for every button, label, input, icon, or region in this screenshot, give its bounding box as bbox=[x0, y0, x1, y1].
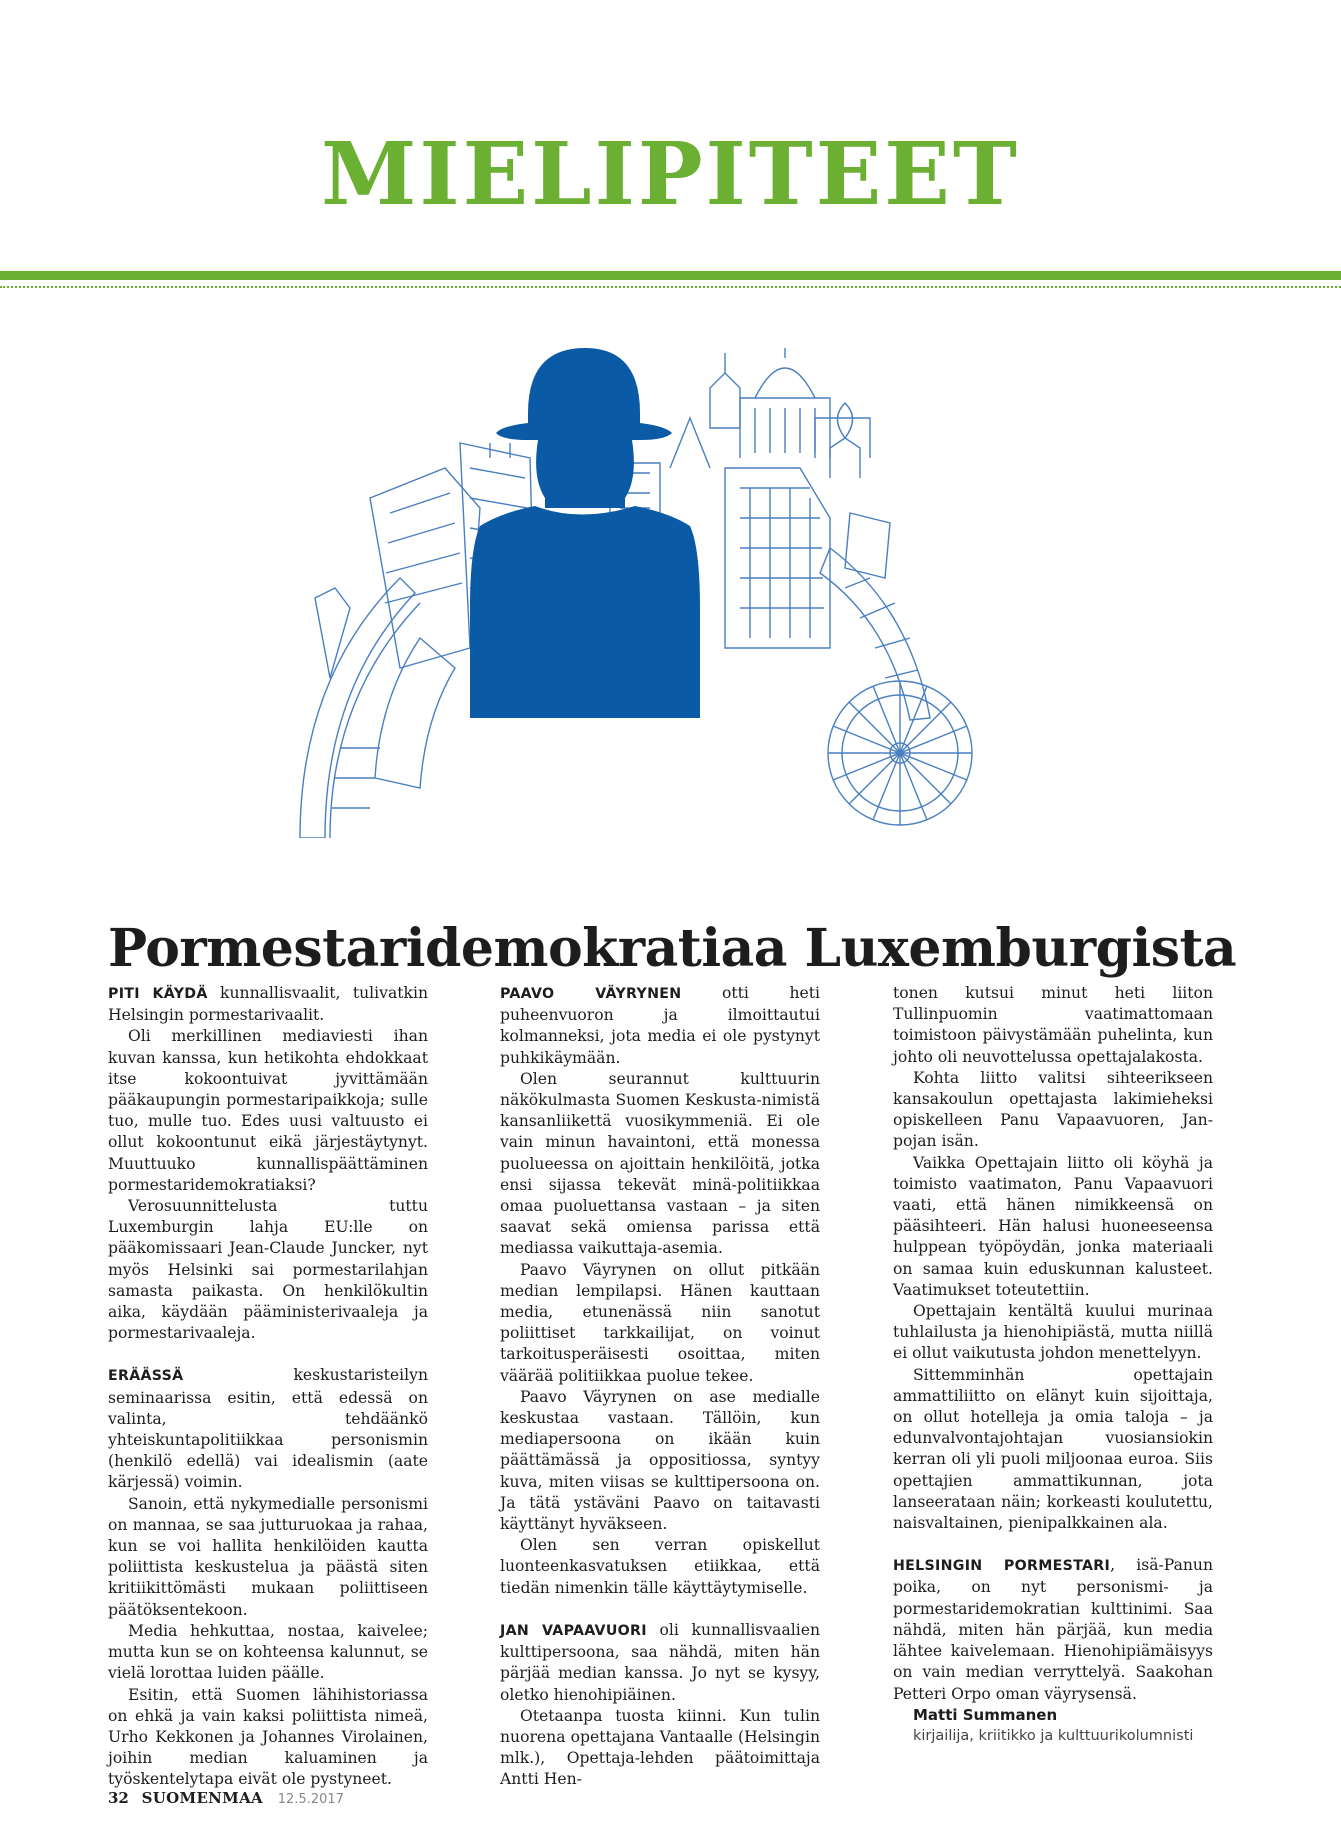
paragraph bbox=[108, 983, 428, 1026]
paragraph-text: , isä-Panun poika, on nyt personismi- ja pormestaridemokratian kulttinimi. Saa nähdä, miten hän pärjää, kun media lähtee kaivelemaan. Hienohipiämäisyys on vain median verryttelyä. Saakohan Petteri Orpo oman väyrysensä. bbox=[893, 1556, 1214, 1703]
paragraph-text: kunnallisvaalit, tulivatkin Helsingin pormestarivaalit. bbox=[108, 984, 429, 1025]
header-dotted-rule bbox=[0, 286, 1341, 288]
paragraph: Oli merkillinen mediaviesti ihan kuvan kanssa, kun hetikohta ehdokkaat itse kokoontuivat jyvittämään pääkaupungin pormestaripaikkoja; sulle tuo, mulle tuo. Edes uusi valtuusto ei ollut kokoontunut eikä järjestäytynyt. Muuttuuko kunnallispäättäminen pormestaridemokratiaksi? bbox=[108, 1027, 428, 1194]
paragraph: Kohta liitto valitsi sihteerikseen kansakoulun opettajasta lakimieheksi opiskelleen Panu Vapaavuoren, Jan-pojan isän. bbox=[893, 1068, 1213, 1151]
paragraph-text: keskustaristeilyn seminaarissa esitin, että edessä on valinta, tehdäänkö yhteiskuntapolitiikkaa personismin (henkilö edellä) vai idealismin (aate kärjessä) voimin. bbox=[108, 1366, 428, 1492]
paragraph: tonen kutsui minut heti liiton Tullinpuomin vaatimattomaan toimistoon päivystämään puhelinta, kun johto oli neuvottelussa opettajalakosta. bbox=[893, 984, 1213, 1066]
paragraph: Verosuunnittelusta tuttu Luxemburgin lahja EU:lle on pääkomissaari Jean-Claude Juncker, nyt myös Helsinki sai pormestarilahjan samasta paikasta. On henkilökultin aika, käydään pääministerivaaleja ja pormestarivaaleja. bbox=[108, 1197, 428, 1343]
paragraph: Paavo Väyrynen on ollut pitkään median lempilapsi. Hänen kauttaan media, etunenässä niin sanotut poliittiset tarkkailijat, on voinut tarkoitusperäisesti osoittaa, miten väärää politiikkaa puolue tekee. bbox=[500, 1260, 820, 1385]
paragraph-lead-in: HELSINGIN PORMESTARI bbox=[893, 1558, 1111, 1575]
page-footer bbox=[108, 1791, 344, 1806]
paragraph bbox=[500, 1620, 820, 1706]
paragraph: Vaikka Opettajain liitto oli köyhä ja toimisto vaatimaton, Panu Vapaavuori vaati, että hänen nimikkeensä on pääsihteeri. Hän halusi huoneeseensa hulppean työpöydän, jonka materiaali on samaa kuin eduskunnan kalusteet. Vaatimukset toteutettiin. bbox=[893, 1153, 1213, 1299]
issue-date: 12.5.2017 bbox=[277, 1792, 344, 1807]
paragraph: Sittemminhän opettajain ammattiliitto on elänyt kuin sijoittaja, on ollut hotelleja ja omia taloja – ja edunvalvontajohtajan vuosiansiokin kerran oli yli puoli miljoonaa euroa. Siis opettajien ammattikunnan, jota lanseerataan näin; korkeasti koulutettu, naisvaltainen, pienipalkkainen ala. bbox=[893, 1365, 1213, 1533]
paragraph: Esitin, että Suomen lähihistoriassa on ehkä ja vain kaksi poliittista nimeä, Urho Kekkonen ja Johannes Virolainen, joihin median kaluaminen ja työskentelytapa eivät ole pystyneet. bbox=[108, 1685, 428, 1789]
paragraph: Opettajain kentältä kuului murinaa tuhlailusta ja hienohipiästä, mutta niillä ei ollut vaikutusta johdon menettelyyn. bbox=[893, 1302, 1213, 1363]
paragraph: Olen seurannut kulttuurin näkökulmasta Suomen Keskusta-nimistä kansanliikettä vuosikymmeniä. Ei ole vain minun havaintoni, että monessa puolueessa on ajoittain henkilöitä, jotka ensi sijassa tekevät minä-politiikkaa omaa puoluettansa vastaan – ja siten saavat sekä omiensa parissa että mediassa vaikuttaja-asemia. bbox=[500, 1069, 820, 1258]
author-name: Matti Summanen bbox=[913, 1705, 1058, 1724]
header-green-rule bbox=[0, 271, 1341, 280]
paragraph-lead-in: PITI KÄYDÄ bbox=[108, 986, 208, 1002]
article-column-2 bbox=[500, 983, 820, 1791]
magazine-name: SUOMENMAA bbox=[141, 1789, 263, 1807]
paragraph: Sanoin, että nykymedialle personismi on mannaa, se saa jutturuokaa ja rahaa, kun se voi hallita henkilöiden kautta poliittista keskustelua ja päästä siten kritiikittömästi mukaan poliittiseen päätöksentekoon. bbox=[108, 1494, 428, 1619]
paragraph: Olen sen verran opiskellut luonteenkasvatuksen etiikkaa, että tiedän nimenkin tälle käyttäytymiselle. bbox=[500, 1536, 820, 1597]
paragraph-text: otti heti puheenvuoron ja ilmoittautui kolmanneksi, jota media ei ole pystynyt puhkikäymään. bbox=[500, 984, 820, 1067]
section-title: MIELIPITEET bbox=[321, 124, 1020, 225]
paragraph-lead-in: ERÄÄSSÄ bbox=[108, 1368, 184, 1385]
author-role: kirjailija, kriitikko ja kulttuurikolumnisti bbox=[913, 1727, 1194, 1744]
paragraph: Otetaanpa tuosta kiinni. Kun tulin nuorena opettajana Vantaalle (Helsingin mlk.), Opettaja-lehden päätoimittaja Antti Hen- bbox=[500, 1706, 820, 1789]
article-column-1 bbox=[108, 983, 428, 1791]
paragraph bbox=[108, 1365, 428, 1493]
page-number: 32 bbox=[108, 1789, 129, 1807]
paragraph bbox=[893, 1555, 1213, 1704]
paragraph-lead-in: PAAVO VÄYRYNEN bbox=[500, 986, 682, 1002]
paragraph-text: oli kunnallisvaalien kulttipersoona, saa nähdä, miten hän pärjää median kanssa. Jo nyt se kysyy, oletko hienohipiäinen. bbox=[500, 1620, 820, 1704]
paragraph-lead-in: JAN VAPAAVUORI bbox=[500, 1622, 647, 1639]
article-headline: Pormestaridemokratiaa Luxemburgista bbox=[108, 917, 1237, 979]
man-in-bowler-hat-with-helsinki-skyline-icon bbox=[270, 348, 1070, 838]
paragraph: Media hehkuttaa, nostaa, kaivelee; mutta kun se on kohteensa kalunnut, se vielä lorottaa luiden päälle. bbox=[108, 1621, 428, 1683]
paragraph: Paavo Väyrynen on ase medialle keskustaa vastaan. Tällöin, kun mediapersoona on ikään kuin päättämässä ja oppositiossa, syntyy kuva, miten viisas se kulttipersoona on. Ja tätä ystäväni Paavo on taitavasti käyttänyt hyväkseen. bbox=[500, 1387, 820, 1534]
paragraph bbox=[500, 983, 820, 1069]
article-column-3 bbox=[893, 983, 1213, 1747]
